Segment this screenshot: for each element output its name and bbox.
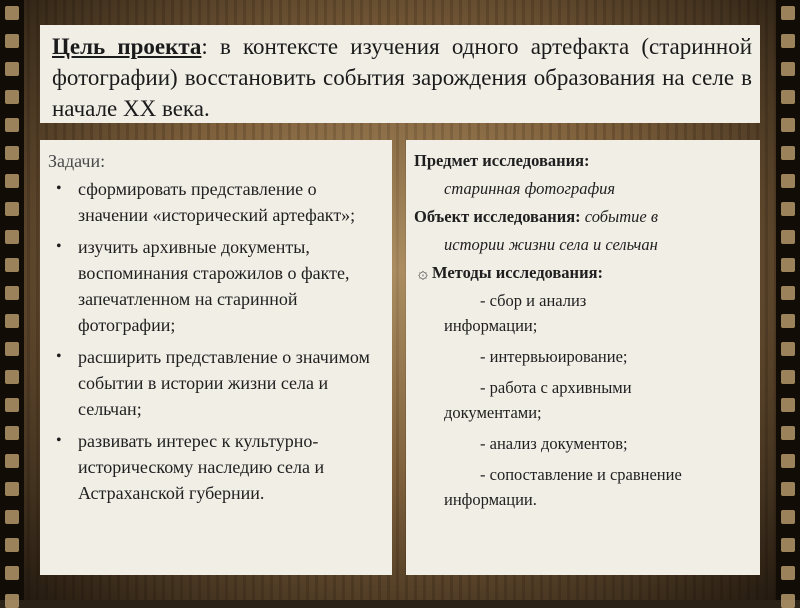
method-item — [414, 344, 754, 369]
film-hole — [5, 146, 19, 160]
list-item — [48, 234, 382, 338]
film-hole — [5, 286, 19, 300]
method-line: - работа с архивными — [480, 378, 632, 397]
bullet-icon: • — [56, 180, 62, 197]
methods-label: Методы исследования: — [432, 263, 603, 282]
film-hole — [781, 566, 795, 580]
film-hole — [781, 34, 795, 48]
task-text: развивать интерес к культурно-историческому наследию села и Астраханской губернии. — [78, 431, 325, 503]
film-hole — [781, 370, 795, 384]
list-item — [48, 344, 382, 422]
method-item — [414, 288, 754, 338]
method-line: - сопоставление и сравнение — [480, 465, 682, 484]
film-hole — [5, 90, 19, 104]
film-hole — [781, 146, 795, 160]
film-hole — [781, 230, 795, 244]
film-hole — [781, 118, 795, 132]
film-hole — [781, 482, 795, 496]
method-line: документами; — [444, 403, 542, 422]
film-hole — [5, 202, 19, 216]
method-item — [414, 375, 754, 425]
film-hole — [5, 510, 19, 524]
film-hole — [5, 342, 19, 356]
film-hole — [781, 6, 795, 20]
bullet-icon: • — [56, 348, 62, 365]
task-text: расширить представление о значимом событии в истории жизни села и сельчан; — [78, 347, 370, 419]
film-hole — [5, 594, 19, 608]
film-strip-left — [0, 0, 24, 600]
method-line: - анализ документов; — [480, 434, 628, 453]
project-goal-text: : в контексте изучения одного артефакта (старинной фотографии) восстановить события зарождения образования на селе в начале XX века. — [52, 34, 752, 121]
method-line: информации; — [444, 316, 538, 335]
film-hole — [781, 510, 795, 524]
film-hole — [5, 258, 19, 272]
task-text: изучить архивные документы, воспоминания старожилов о факте, запечатленном на старинной фотографии; — [78, 237, 350, 335]
film-hole — [5, 566, 19, 580]
tasks-list — [48, 176, 382, 506]
film-hole — [5, 6, 19, 20]
list-item — [48, 428, 382, 506]
object-label: Объект исследования: — [414, 207, 581, 226]
film-hole — [5, 482, 19, 496]
film-hole — [781, 314, 795, 328]
film-hole — [781, 174, 795, 188]
film-hole — [5, 34, 19, 48]
list-item — [48, 176, 382, 228]
film-strip-right — [776, 0, 800, 600]
film-hole — [781, 594, 795, 608]
bullet-icon: • — [56, 238, 62, 255]
object-row — [414, 204, 754, 229]
project-goal-box — [40, 25, 760, 123]
film-hole — [5, 370, 19, 384]
film-hole — [781, 90, 795, 104]
method-line: - сбор и анализ — [480, 291, 587, 310]
project-goal-label: Цель проекта — [52, 34, 202, 59]
object-value: событие в — [584, 207, 658, 226]
film-hole — [5, 62, 19, 76]
film-hole — [781, 398, 795, 412]
method-item — [414, 462, 754, 512]
subject-label: Предмет исследования: — [414, 151, 590, 170]
film-hole — [781, 286, 795, 300]
object-value-continued: истории жизни села и сельчан — [444, 235, 658, 254]
task-text: сформировать представление о значении «исторический артефакт»; — [78, 179, 356, 225]
film-hole — [5, 174, 19, 188]
film-hole — [5, 538, 19, 552]
film-hole — [781, 258, 795, 272]
methods-row — [414, 260, 754, 285]
film-hole — [5, 118, 19, 132]
film-hole — [781, 202, 795, 216]
research-panel — [406, 140, 760, 575]
method-item — [414, 431, 754, 456]
sun-icon: ۞ — [418, 263, 428, 282]
film-hole — [781, 538, 795, 552]
film-hole — [5, 314, 19, 328]
method-line: информации. — [444, 490, 537, 509]
tasks-panel — [40, 140, 392, 575]
film-hole — [781, 342, 795, 356]
film-hole — [5, 398, 19, 412]
bullet-icon: • — [56, 432, 62, 449]
film-hole — [781, 454, 795, 468]
method-line: - интервьюирование; — [480, 347, 628, 366]
film-hole — [5, 230, 19, 244]
film-hole — [781, 62, 795, 76]
tasks-heading: Задачи: — [48, 151, 106, 171]
film-hole — [5, 426, 19, 440]
film-hole — [781, 426, 795, 440]
subject-value: старинная фотография — [444, 179, 616, 198]
film-hole — [5, 454, 19, 468]
